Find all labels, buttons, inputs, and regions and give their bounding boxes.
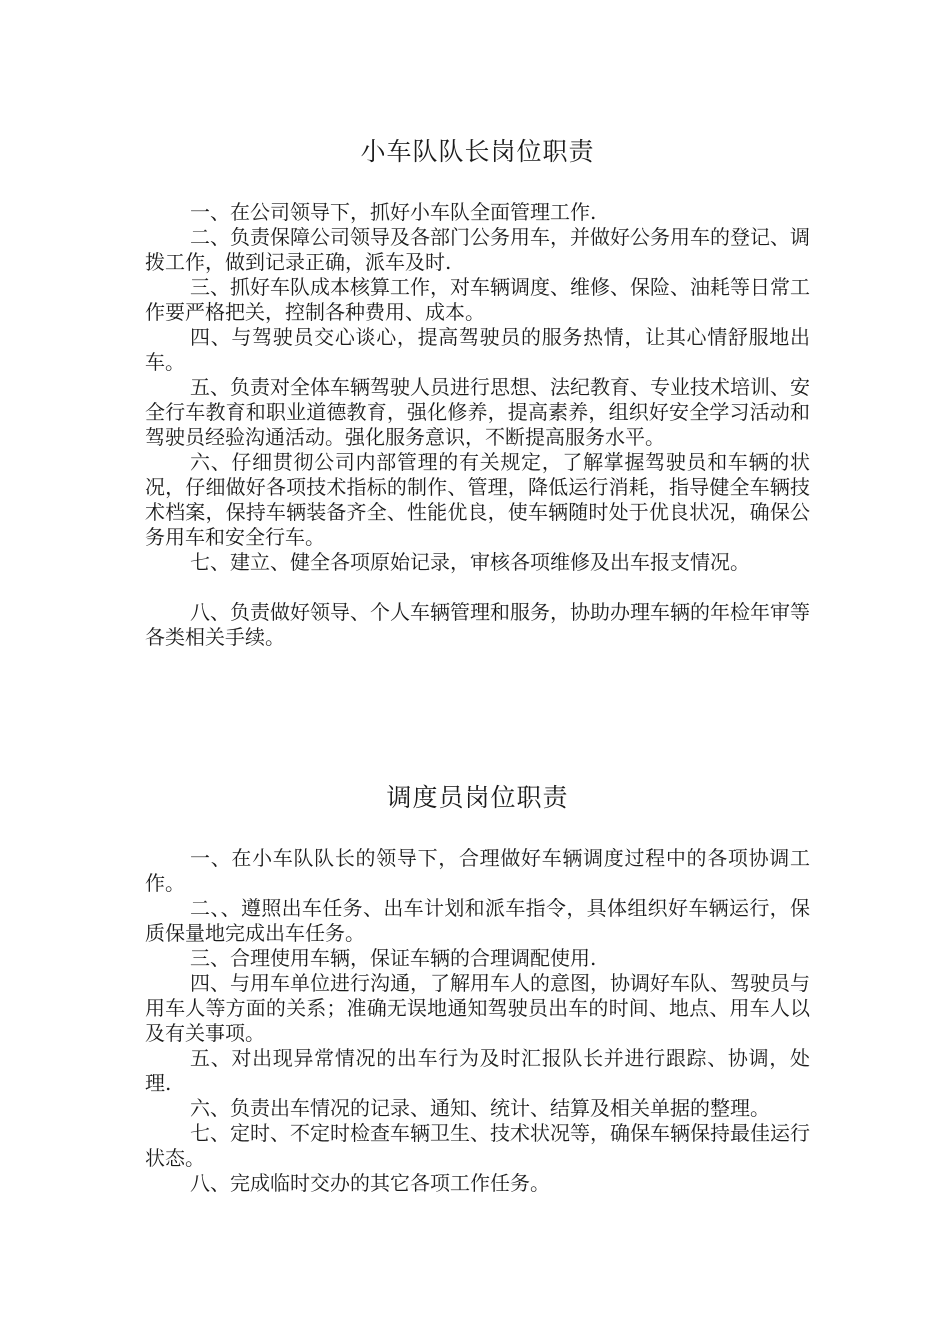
duty-item: 五、负责对全体车辆驾驶人员进行思想、法纪教育、专业技术培训、安全行车教育和职业道德教育，强化修养，提高素养，组织好安全学习活动和驾驶员经验沟通活动。强化服务意识，不断提高服务水平。 bbox=[145, 375, 810, 449]
duty-item: 五、对出现异常情况的出车行为及时汇报队长并进行跟踪、协调，处理. bbox=[145, 1046, 810, 1095]
duty-item: 八、负责做好领导、个人车辆管理和服务，协助办理车辆的年检年审等各类相关手续。 bbox=[145, 600, 810, 649]
section-team-leader-duties bbox=[145, 130, 810, 650]
duty-item: 六、仔细贯彻公司内部管理的有关规定，了解掌握驾驶员和车辆的状况，仔细做好各项技术指标的制作、管理，降低运行消耗，指导健全车辆技术档案，保持车辆装备齐全、性能优良，使车辆随时处于优良状况，确保公务用车和安全行车。 bbox=[145, 450, 810, 549]
duty-item: 四、与驾驶员交心谈心，提高驾驶员的服务热情，让其心情舒服地出车。 bbox=[145, 325, 810, 374]
duty-item: 八、完成临时交办的其它各项工作任务。 bbox=[190, 1171, 550, 1195]
duty-item: 七、定时、不定时检查车辆卫生、技术状况等，确保车辆保持最佳运行状态。 bbox=[145, 1121, 810, 1170]
duty-item: 三、合理使用车辆，保证车辆的合理调配使用. bbox=[190, 946, 597, 970]
duty-item: 七、建立、健全各项原始记录，审核各项维修及出车报支情况。 bbox=[190, 550, 750, 574]
section-title: 小车队队长岗位职责 bbox=[360, 137, 595, 166]
duty-item: 二、、遵照出车任务、出车计划和派车指令，具体组织好车辆运行，保质保量地完成出车任务。 bbox=[145, 896, 810, 945]
duty-item: 四、与用车单位进行沟通，了解用车人的意图，协调好车队、驾驶员与用车人等方面的关系；准确无误地通知驾驶员出车的时间、地点、用车人以及有关事项。 bbox=[145, 971, 810, 1045]
duty-item: 六、负责出车情况的记录、通知、统计、结算及相关单据的整理。 bbox=[190, 1096, 770, 1120]
section-dispatcher-duties bbox=[145, 776, 810, 1196]
duty-item: 一、在公司领导下，抓好小车队全面管理工作. bbox=[190, 200, 597, 224]
paragraph-gap bbox=[145, 575, 810, 600]
duty-item: 一、在小车队队长的领导下，合理做好车辆调度过程中的各项协调工作。 bbox=[145, 846, 810, 895]
section-title: 调度员岗位职责 bbox=[386, 783, 569, 812]
duty-item: 三、抓好车队成本核算工作，对车辆调度、维修、保险、油耗等日常工作要严格把关，控制各种费用、成本。 bbox=[145, 275, 810, 324]
duty-item: 二、负责保障公司领导及各部门公务用车，并做好公务用车的登记、调拨工作，做到记录正确，派车及时. bbox=[145, 225, 810, 274]
